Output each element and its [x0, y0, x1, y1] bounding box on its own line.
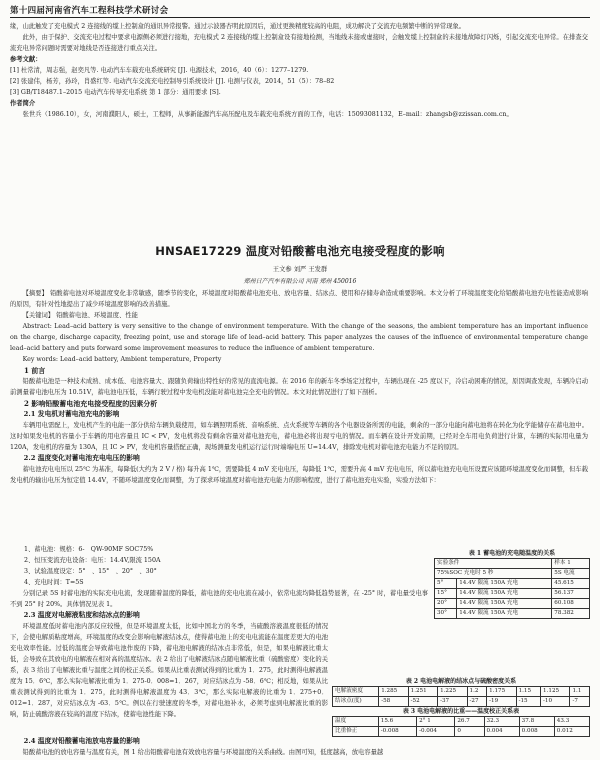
- table-cell: 15°: [435, 589, 457, 599]
- table-caption: 表 2 电池电解液的结冰点与硫酸密度关系: [405, 678, 517, 685]
- abstract-block: [10, 288, 588, 486]
- table-cell: 5°: [435, 579, 457, 589]
- paragraph: 铅酸蓄电池是一种技术成熟、成本低、电池容量大、跟随负荷输出特性好的常见的直流电源。在 2016 年的新车冬季场定过程中，车辆出现在 -25 度以下，冷启动困难的情况，原因调查发现，车辆冷启动前测量蓄电池电压为 10.51V，蓄电池电压低，车辆行驶过程中发电机没能对蓄电池完全充电的情况。本文对此情况进行了如下剖析。: [10, 378, 588, 396]
- table-row: [435, 579, 590, 589]
- table-cell: 14.4V 限流 150A 充电: [457, 609, 552, 619]
- table-cell: 14.4V 限流 150A 充电: [457, 599, 552, 609]
- subsection-heading: 2.1 发电机对蓄电池充电的影响: [23, 410, 120, 418]
- abstract-cn: 【摘要】 铅酸蓄电池对环境温度变化非常敏感，随季节的变化，环境温度对铅酸蓄电池充电、放电容量、结冰点、使用和存储寿命造成重要影响。本文分析了环境温度变化给铅酸蓄电池充电性能造成影响的原因，有针对性地提出了减少环境温度影响的改善措施。: [10, 290, 588, 308]
- paper-authors: 王文参 刘严 王发群: [272, 266, 328, 273]
- list-item: 1、蓄电池：规格：6- QW-90MF SOC75%: [24, 546, 154, 553]
- keywords-cn: 【关键词】 铅酸蓄电池、环境温度、性能: [22, 312, 138, 319]
- subsection-heading: 2.2 温度变化对蓄电池充电电压的影响: [23, 454, 140, 462]
- table-caption: 表 1 蓄电池的充电随温度的关系: [468, 550, 556, 557]
- paper-title: HNSAE17229 温度对铅酸蓄电池充电接受程度的影响: [155, 244, 445, 258]
- section-22-conclusion: [10, 588, 428, 610]
- section-24: [10, 736, 588, 758]
- table-cell: -19: [487, 697, 516, 707]
- table-cell: 1.251: [408, 687, 437, 697]
- table-cell: 1.175: [487, 687, 516, 697]
- subsection-heading: 2.3 温度对电解液粘度和结冰点的影响: [23, 611, 140, 619]
- table-cell: 5S 电流: [552, 569, 590, 579]
- table-cell: 0.012: [554, 727, 589, 737]
- data-table: [332, 716, 590, 737]
- table-cell: 15.6: [378, 717, 416, 727]
- table-cell: 0.004: [484, 727, 519, 737]
- paragraph: 缘，山此触发了充电模式 2 连接线的缆上控制盒的通讯异常报警。通过示波器杏明此原因后，通过更换精度较高的电阻，成功解决了交流充电频繁中断的异常现象。: [10, 23, 466, 30]
- references-heading: 参考文献：: [10, 56, 42, 63]
- table-cell: -58: [379, 697, 408, 707]
- table-cell: 45.615: [552, 579, 590, 589]
- paragraph: 此外，由于保护、交流充电过程中要求电源侧必须进行接地，充电模式 2 连接线的缆上控制盒设有接地检测，当地线未接或虚接时，会触发缆上控制盒的未接地故障灯闪烁，引起交流充电异常。在排查交流充电异常问题时需要对地线是否连接进行重点关注。: [10, 34, 588, 52]
- table-cell: 1.1: [570, 687, 590, 697]
- reference-item: [1] 杜常清，周志强，赵奕凡等. 电动汽车车载充电系统研究 [J]. 电源技术，2016，40（6）：1277–1279.: [10, 67, 309, 74]
- table-cell: -10: [541, 697, 570, 707]
- table-row: [435, 609, 590, 619]
- list-item: 4、充电时间：T=5S: [24, 579, 84, 586]
- table-row: [333, 697, 590, 707]
- reference-item: [2] 张建伟，杨芳，孙玲，肖盛红等. 电动汽车交流充电控制导引系统设计 [J]. 电测与仪表，2014，51（5）：78–82: [10, 78, 335, 85]
- section-23: [10, 610, 328, 720]
- table-cell: 56.137: [552, 589, 590, 599]
- previous-paper-conclusion: [10, 21, 588, 120]
- table-cell: -37: [438, 697, 467, 707]
- table-header-cell: 样本 1: [552, 559, 590, 569]
- reference-item: [3] GB/T18487.1–2015 电动汽车传导充电系统 第 1 部分：通用要求 [S].: [10, 89, 221, 96]
- list-item: 3、试验温度设定：5° 、15° 、20° 、30°: [24, 568, 157, 575]
- table-cell: 1.225: [438, 687, 467, 697]
- table-cell: -15: [516, 697, 540, 707]
- running-head: 第十四届河南省汽车工程科技学术研讨会: [10, 6, 169, 16]
- abstract-en: Abstract: Lead–acid battery is very sensitive to the change of environment temperature. With the change of the seasons, the ambient temperature has an important influence on the charge, discharge capacity, freezing point, use and storage life of lead–acid battery. This paper analyzes the causes of the influence of environmental temperature change lead–acid battery and puts forward some improvement measures to reduce the influence of ambient temperature.: [10, 323, 588, 352]
- table-row: [333, 717, 590, 727]
- table-cell: 60.108: [552, 599, 590, 609]
- table-cell: 14.4V 限流 150A 充电: [457, 579, 552, 589]
- keywords-en: Key words: Lead–acid battery, Ambient temperature, Property: [22, 356, 222, 363]
- table-row: [435, 569, 590, 579]
- table-cell: 0: [455, 727, 484, 737]
- table-cell: 结冰点(度): [333, 697, 379, 707]
- table-cell: 电解液密度: [333, 687, 379, 697]
- table-cell: -0.008: [378, 727, 416, 737]
- table-cell: 26.7: [455, 717, 484, 727]
- data-table: [434, 558, 590, 619]
- paragraph: 环境温度低时蓄电池内部反应较慢，但是环境温度太低，比如中国北方的冬季，当硫酸溶液温度很低的情况下，会使电解质粘度增高，环境温度的改变会影响电解液结冰点，使得蓄电池上的充电电流能在温度差更大的电池充电效率性能。过低的温度会导致蓄电池作废的下降，蓄电池电解液的结冰点非常低，但是，如果电解液比重太低，会导致在其放电的电解液在相对高的温度结冰。表 2 给出了电解液结冰点随电解液比重（硫酸密度）变化的关系，表 3 给出了电解液比重与温度之间的校正关系。如果从比重表测试得到的比重为 1．275，此时测得电解液温度为 15．6℃，那么实际电解液比重为 1．275-0．008=1．267，对应结冰点为 -58．6℃；相反地，如果从比重表测试得到的比重为 1．275，此时测得电解液温度为 43．3℃，那么实际电解液的比重为 1．275+0．012=1．287，对应结冰点为 -63．5℃。例以在行驶速度的冬季，对蓄电池补水，必须考虑到电解液比重的影响，防止硫酸溶液在较高的温度下结冰，使蓄电池性能下降。: [10, 623, 328, 718]
- table-cell: -7: [570, 697, 590, 707]
- table-cell: 1.285: [379, 687, 408, 697]
- table-3: [332, 706, 590, 737]
- table-cell: -27: [467, 697, 487, 707]
- section-heading: 1 前言: [24, 366, 46, 375]
- section-heading: 2 影响铅酸蓄电池充电接受程度的因素分析: [24, 399, 158, 408]
- table-cell: 比重修正: [333, 727, 379, 737]
- table-cell: 32.3: [484, 717, 519, 727]
- paragraph: 车辆用电需配上，发电机产生的电能一部分供给车辆负载使用，如车辆照明系统、音响系统、点火系统等车辆的各个电器设备所需的电能，剩余的一部分电能向蓄电池将在转化为化学能储存在蓄电池中。这时如果发电机的容量小于车辆的用电容量且 IC < PV，发电机将没有剩余容量对蓄电池充电，蓄电池必将出现亏电的情况。而车辆在设计开发前期，已经对全车用电负荷进行计算，车辆的实际用电量为 120A，发电机的容量为 130A，且 IC > PV，发电机容量搭配正确，现场测量发电机运行运行时端端电压 U=14.4V，排除发电机对蓄电池充电能力不足的原因。: [10, 422, 588, 451]
- table-cell: 75%SOC 充电时 5 秒: [435, 569, 552, 579]
- data-table: [332, 686, 590, 707]
- table-cell: 43.3: [554, 717, 589, 727]
- table-cell: 30°: [435, 609, 457, 619]
- table-cell: -52: [408, 697, 437, 707]
- list-item: 2、恒压变流充电设备：电压：14.4V,限流 150A: [24, 557, 161, 564]
- table-cell: 2° 1: [417, 717, 455, 727]
- table-cell: 1.15: [516, 687, 540, 697]
- table-2: [332, 676, 590, 707]
- table-header-cell: 实验条件: [435, 559, 552, 569]
- author-bio-heading: 作者简介: [10, 100, 36, 107]
- table-cell: 20°: [435, 599, 457, 609]
- experiment-list: [10, 544, 428, 588]
- table-cell: 1.2: [467, 687, 487, 697]
- table-1: [434, 548, 590, 619]
- table-header-row: [435, 559, 590, 569]
- paragraph: 蓄电池充电电压以 25℃ 为基准，每降低(大约为 2 V / 格) 每升高 1℃，需要降低 4 mV 充电电压，每降低 1℃，需要升高 4 mV 充电电压，所以蓄电池充电电压设置应该随环境温度变化而调整，但车载发电机的输出电压为恒定值 14.4V，不随环境温度变化而调整，为了探求环境温度对蓄电池充电能力的影响程度，进行了蓄电池充电实验，实验方法如下：: [10, 466, 588, 484]
- table-cell: 1.125: [541, 687, 570, 697]
- author-bio: 张世兵（1986.10），女，河南濮阳人，硕士，工程师，从事新能源汽车高压配电及车载充电系统方面的工作，电话：15093081132，E–mail：zhangsb@zzissan.com.cn。: [22, 111, 513, 118]
- table-caption: 表 3 电池电解液的比重——温度校正关系表: [402, 708, 520, 715]
- table-cell: -0.004: [417, 727, 455, 737]
- table-cell: 78.382: [552, 609, 590, 619]
- table-row: [333, 687, 590, 697]
- paragraph: 分别记录 5S 时蓄电池的实际充电电流，发现随着温度的降低，蓄电池的充电电流在减小，依常电流均降低趋势显著，在 -25° 时，蓄电量受电事不到 25° 时 20%。具体情况见表 1。: [10, 590, 428, 608]
- table-row: [333, 727, 590, 737]
- table-cell: 37.8: [519, 717, 554, 727]
- paper-affiliation: 郑州日产汽车有限公司 河南 郑州 450016: [243, 278, 357, 285]
- table-cell: 0.008: [519, 727, 554, 737]
- table-row: [435, 589, 590, 599]
- header-rule: [10, 17, 590, 18]
- paragraph: 铅酸蓄电池的放电容量与温度有关，图 1 给出铅酸蓄电池有效放电容量与环境温度的关系曲线。由图可知，低度越高，放电容量越: [22, 749, 384, 756]
- table-row: [435, 599, 590, 609]
- table-cell: 温度: [333, 717, 379, 727]
- table-cell: 14.4V 限流 150A 充电: [457, 589, 552, 599]
- subsection-heading: 2.4 温度对铅酸蓄电池放电容量的影响: [23, 737, 140, 745]
